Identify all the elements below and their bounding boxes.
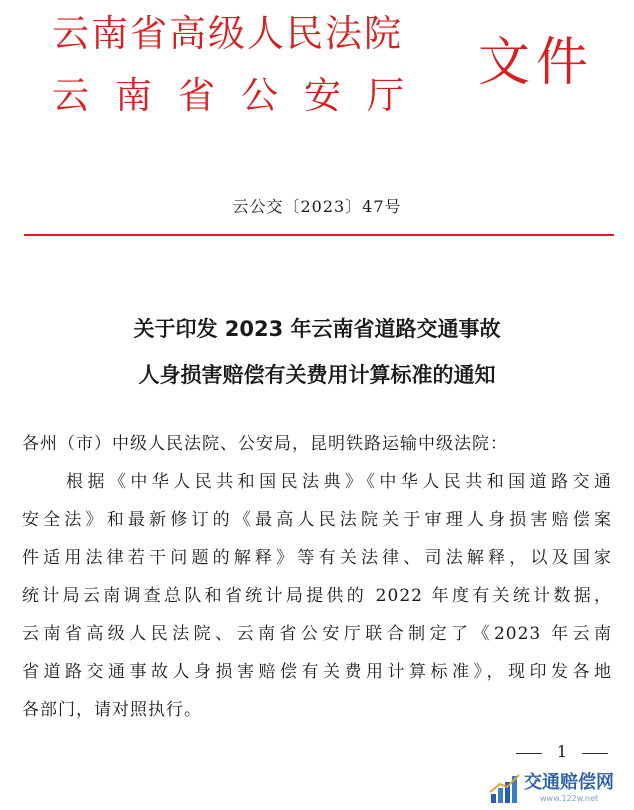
paragraph-line: 统计局云南调查总队和省统计局提供的 2022 年度有关统计数据， <box>22 586 612 606</box>
paragraph-line: 安全法》和最新修订的《最高人民法院关于审理人身损害赔偿案 <box>22 510 612 530</box>
watermark-url: www.122w.net <box>540 794 599 803</box>
watermark-logo <box>488 770 632 808</box>
paragraph-line: 云南省高级人民法院、云南省公安厅联合制定了《2023 年云南 <box>22 624 612 644</box>
document-number: 云公交〔2023〕47号 <box>232 197 402 216</box>
addressee-line: 各州（市）中级人民法院、公安局，昆明铁路运输中级法院： <box>22 434 508 454</box>
notice-title-line-1: 关于印发 2023 年云南省道路交通事故 <box>133 317 501 341</box>
red-divider-line <box>24 234 614 236</box>
bar-chart-icon <box>488 772 522 806</box>
paragraph-line: 各部门，请对照执行。 <box>22 700 202 720</box>
issuer-court: 云南省高级人民法院 <box>52 12 403 55</box>
paragraph-line: 根据《中华人民共和国民法典》《中华人民共和国道路交通 <box>66 472 612 492</box>
issuer-public-security: 云南省公安厅 <box>52 74 430 117</box>
watermark-name: 交通赔偿网 <box>524 772 614 793</box>
page-number: 1 <box>512 742 612 762</box>
paragraph-line: 件适用法律若干问题的解释》等有关法律、司法解释，以及国家 <box>22 548 612 568</box>
paragraph-line: 省道路交通事故人身损害赔偿有关费用计算标准》，现印发各地 <box>22 662 612 682</box>
document-word: 文件 <box>478 33 595 93</box>
notice-title-line-2: 人身损害赔偿有关费用计算标准的通知 <box>138 363 496 387</box>
